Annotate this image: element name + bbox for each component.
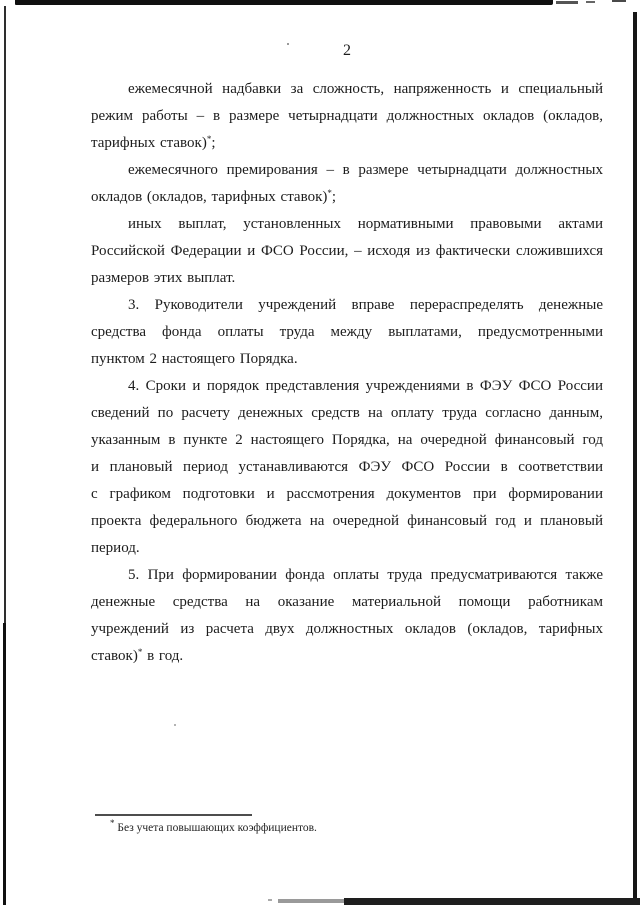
paragraph [91,211,603,292]
text-line: средства фонда оплаты труда между выплатами, предусмотренными [91,324,603,340]
scan-edge-right [633,12,637,905]
text-line: ежемесячной надбавки за сложность, напряженность и специальный [128,81,603,97]
document-body [91,76,603,670]
text-line: сведений по расчету денежных средств на оплату труда согласно данным, [91,405,603,421]
text-line: Российской Федерации и ФСО России, – исходя из фактически сложившихся [91,243,603,259]
paragraph [91,562,603,670]
scan-edge-top-dash [556,1,578,4]
text-line: режим работы – в размере четырнадцати должностных окладов (окладов, [91,108,603,124]
scan-edge-left-lower [3,623,6,905]
text-line: ежемесячного премирования – в размере четырнадцати должностных [128,162,603,178]
paragraph [91,157,603,211]
text-line: указанным в пункте 2 настоящего Порядка, на очередной финансовый год [91,432,603,448]
scan-edge-bottom [278,899,344,903]
scan-speck [174,724,176,726]
scan-edge-top [15,0,553,5]
text-line: и плановый период устанавливаются ФЭУ ФСО России в соответствии [91,459,603,475]
text-line: размеров этих выплат. [91,270,236,286]
paragraph [91,292,603,373]
text-line: окладов (окладов, тарифных ставок)*; [91,188,337,205]
text-line: 5. При формировании фонда оплаты труда предусматриваются также [128,567,603,583]
text-line: с графиком подготовки и рассмотрения документов при формировании [91,486,603,502]
text-line: ставок)* в год. [91,647,184,664]
text-line: проекта федерального бюджета на очередной финансовый год и плановый [91,513,603,529]
text-line: 4. Сроки и порядок представления учреждениями в ФЭУ ФСО России [128,378,603,394]
paragraph [91,76,603,157]
footnote-separator [95,814,252,816]
page-number: 2 [343,42,351,59]
scan-edge-left [4,6,6,623]
scan-speck [268,899,272,901]
text-line: период. [91,540,140,556]
scan-edge-top-dash [586,1,595,3]
text-line: денежные средства на оказание материальной помощи работникам [91,594,603,610]
footnote-text: * Без учета повышающих коэффициентов. [110,818,317,834]
scan-edge-top-dash [612,0,626,2]
text-line: иных выплат, установленных нормативными правовыми актами [128,216,603,232]
text-line: 3. Руководители учреждений вправе перераспределять денежные [128,297,603,313]
paragraph [91,373,603,562]
text-line: учреждений из расчета двух должностных окладов (окладов, тарифных [91,621,603,637]
text-line: тарифных ставок)*; [91,134,216,151]
scan-edge-bottom [344,898,640,905]
text-line: пунктом 2 настоящего Порядка. [91,351,298,367]
